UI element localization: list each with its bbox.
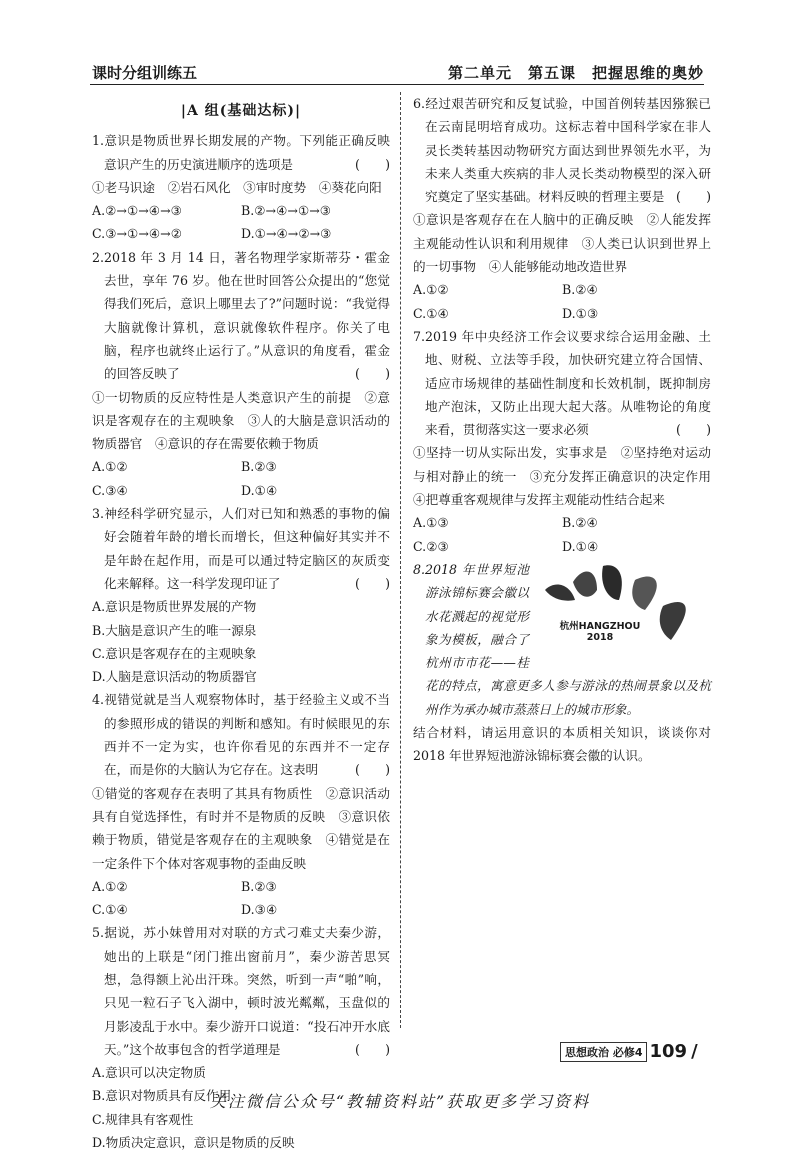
option: A.①② bbox=[92, 878, 128, 894]
question-4 bbox=[92, 688, 390, 921]
question-1 bbox=[92, 129, 390, 245]
option: A.①② bbox=[413, 282, 449, 298]
option: C.①④ bbox=[413, 305, 449, 321]
logo-caption bbox=[555, 621, 645, 643]
column-divider bbox=[400, 92, 401, 1028]
question-stem: 7.2019 年中央经济工作会议要求综合运用金融、土地、财税、立法等手段，加快研究建立符合国情、适应市场规律的基础性制度和长效机制，既抑制房地产泡沫，又防止出现大起大落。从唯物论的角度来看，贯彻落实这一要求必须 bbox=[413, 328, 711, 438]
swimming-championship-logo bbox=[535, 560, 711, 652]
question-7 bbox=[413, 325, 724, 558]
option: B.②→④→①→③ bbox=[241, 203, 332, 219]
option: D.①④ bbox=[562, 538, 599, 554]
option: C.①④ bbox=[92, 902, 128, 918]
options bbox=[413, 511, 711, 558]
group-title: |A 组(基础达标)| bbox=[180, 103, 302, 119]
header-rule bbox=[90, 84, 704, 85]
option: B.②④ bbox=[562, 515, 598, 531]
question-stem: 5.据说，苏小妹曾用对对联的方式刁难丈夫秦少游，她出的上联是“闭门推出窗前月”，秦少游苦思冥想，急得额上沁出汗珠。突然，听到一声“啪”响，只见一粒石子飞入湖中，顿时波光粼粼，玉盘似的月影凌乱于水中。秦少游开口说道：“投石冲开水底天。”这个故事包含的哲学道理是 bbox=[92, 925, 390, 1057]
left-column bbox=[92, 92, 390, 1154]
option: A.①③ bbox=[413, 515, 449, 531]
question-stem: 4.视错觉就是当人观察物体时，基于经验主义或不当的参照形成的错误的判断和感知。有时候眼见的东西并不一定为实，也许你看见的东西并不一定存在，而是你的大脑认为它存在。这表明 bbox=[92, 692, 390, 778]
right-column bbox=[413, 92, 724, 768]
answer-paren: ( ) bbox=[675, 189, 711, 205]
option: C.②③ bbox=[413, 538, 449, 554]
options bbox=[92, 455, 390, 502]
option: B.大脑是意识产生的唯一源泉 bbox=[92, 622, 257, 638]
option: B.意识对物质具有反作用 bbox=[92, 1088, 232, 1104]
question-stem: 1.意识是物质世界长期发展的产物。下列能正确反映意识产生的历史演进顺序的选项是 bbox=[92, 133, 390, 172]
option: D.物质决定意识，意识是物质的反映 bbox=[92, 1135, 295, 1151]
option: A.意识可以决定物质 bbox=[92, 1065, 206, 1081]
option: D.①→④→②→③ bbox=[241, 226, 332, 242]
question-3 bbox=[92, 502, 390, 688]
option: C.③→①→④→② bbox=[92, 226, 183, 242]
option: B.②③ bbox=[241, 459, 277, 475]
options bbox=[413, 278, 711, 325]
footer-slash: / bbox=[691, 1041, 698, 1062]
question-stem: 8.2018 年世界短池游泳锦标赛会徽以水花溅起的视觉形象为模板，融合了杭州市市花——桂花的特点，寓意更多人参与游泳的热闹景象以及杭州作为承办城市蒸蒸日上的城市形象。 bbox=[413, 561, 711, 717]
option: A.意识是物质世界发展的产物 bbox=[92, 599, 257, 615]
unit-title: 第二单元 第五课 把握思维的奥妙 bbox=[447, 64, 704, 82]
question-extra: ①意识是客观存在在人脑中的正确反映 ②人能发挥主观能动性认识和利用规律 ③人类已认识到世界上的一切事物 ④人能够能动地改造世界 bbox=[413, 212, 711, 275]
answer-paren: ( ) bbox=[354, 1041, 390, 1057]
option: A.②→①→④→③ bbox=[92, 203, 182, 219]
option: B.②④ bbox=[562, 282, 598, 298]
answer-paren: ( ) bbox=[354, 575, 390, 591]
answer-paren: ( ) bbox=[675, 422, 711, 438]
page-number: 109 bbox=[649, 1041, 688, 1062]
options bbox=[92, 875, 390, 922]
option: C.意识是客观存在的主观映象 bbox=[92, 645, 257, 661]
question-8 bbox=[413, 558, 711, 768]
answer-paren: ( ) bbox=[354, 366, 390, 382]
question-extra: ①老马识途 ②岩石风化 ③审时度势 ④葵花向阳 bbox=[92, 179, 382, 195]
question-extra: ①错觉的客观存在表明了其具有物质性 ②意识活动具有自觉选择性，有时并不是物质的反映 ③意识依赖于物质，错觉是客观存在的主观映象 ④错觉是在一定条件下个体对客观事物的歪曲反映 bbox=[92, 785, 390, 871]
option: D.①③ bbox=[562, 305, 599, 321]
question-extra: ①一切物质的反应特性是人类意识产生的前提 ②意识是客观存在的主观映象 ③人的大脑是意识活动的物质器官 ④意识的存在需要依赖于物质 bbox=[92, 389, 390, 452]
question-2 bbox=[92, 246, 390, 502]
question-stem: 6.经过艰苦研究和反复试验，中国首例转基因猕猴已在云南昆明培育成功。这标志着中国科学家在非人灵长类转基因动物研究方面达到世界领先水平，为未来人类重大疾病的非人灵长类动物模型的深入研究奠定了坚实基础。材料反映的哲理主要是 bbox=[413, 96, 711, 205]
answer-paren: ( ) bbox=[354, 156, 390, 172]
option: C.规律具有客观性 bbox=[92, 1111, 194, 1127]
answer-paren: ( ) bbox=[354, 762, 390, 778]
option: D.①④ bbox=[241, 482, 278, 498]
logo-year: 2018 bbox=[586, 631, 614, 643]
question-stem: 3.神经科学研究显示，人们对已知和熟悉的事物的偏好会随着年龄的增长而增长，但这种偏好其实并不是年龄在起作用，而是可以通过特定脑区的灰质变化来解释。这一科学发现印证了 bbox=[92, 506, 390, 591]
page-footer bbox=[560, 1041, 698, 1062]
promo-note: 关注微信公众号“教辅资料站”获取更多学习资料 bbox=[209, 1092, 591, 1111]
option: A.①② bbox=[92, 459, 128, 475]
question-6 bbox=[413, 92, 711, 325]
question-extra: ①坚持一切从实际出发，实事求是 ②坚持绝对运动与相对静止的统一 ③充分发挥正确意识的决定作用 ④把尊重客观规律与发挥主观能动性结合起来 bbox=[413, 445, 724, 508]
option: D.人脑是意识活动的物质器官 bbox=[92, 669, 257, 685]
question-5 bbox=[92, 921, 390, 1154]
question-stem: 2.2018 年 3 月 14 日，著名物理学家斯蒂芬・霍金去世，享年 76 岁。他在世时回答公众提出的“您觉得我们死后，意识上哪里去了?”问题时说：“我觉得大脑就像计算机，意识就像软件程序。你关了电脑，程序也就终止运行了。”从意识的角度看，霍金的回答反映了 bbox=[92, 249, 390, 382]
option: D.③④ bbox=[241, 902, 278, 918]
option: C.③④ bbox=[92, 482, 128, 498]
exercise-title: 课时分组训练五 bbox=[92, 64, 198, 82]
logo-city: 杭州HANGZHOU bbox=[559, 620, 641, 632]
options bbox=[92, 199, 390, 246]
option: B.②③ bbox=[241, 878, 277, 894]
options bbox=[92, 595, 390, 688]
subject-label: 思想政治 必修4 bbox=[560, 1042, 647, 1062]
question-ask: 结合材料，请运用意识的本质相关知识，谈谈你对 2018 年世界短池游泳锦标赛会徽的认识。 bbox=[413, 725, 711, 764]
